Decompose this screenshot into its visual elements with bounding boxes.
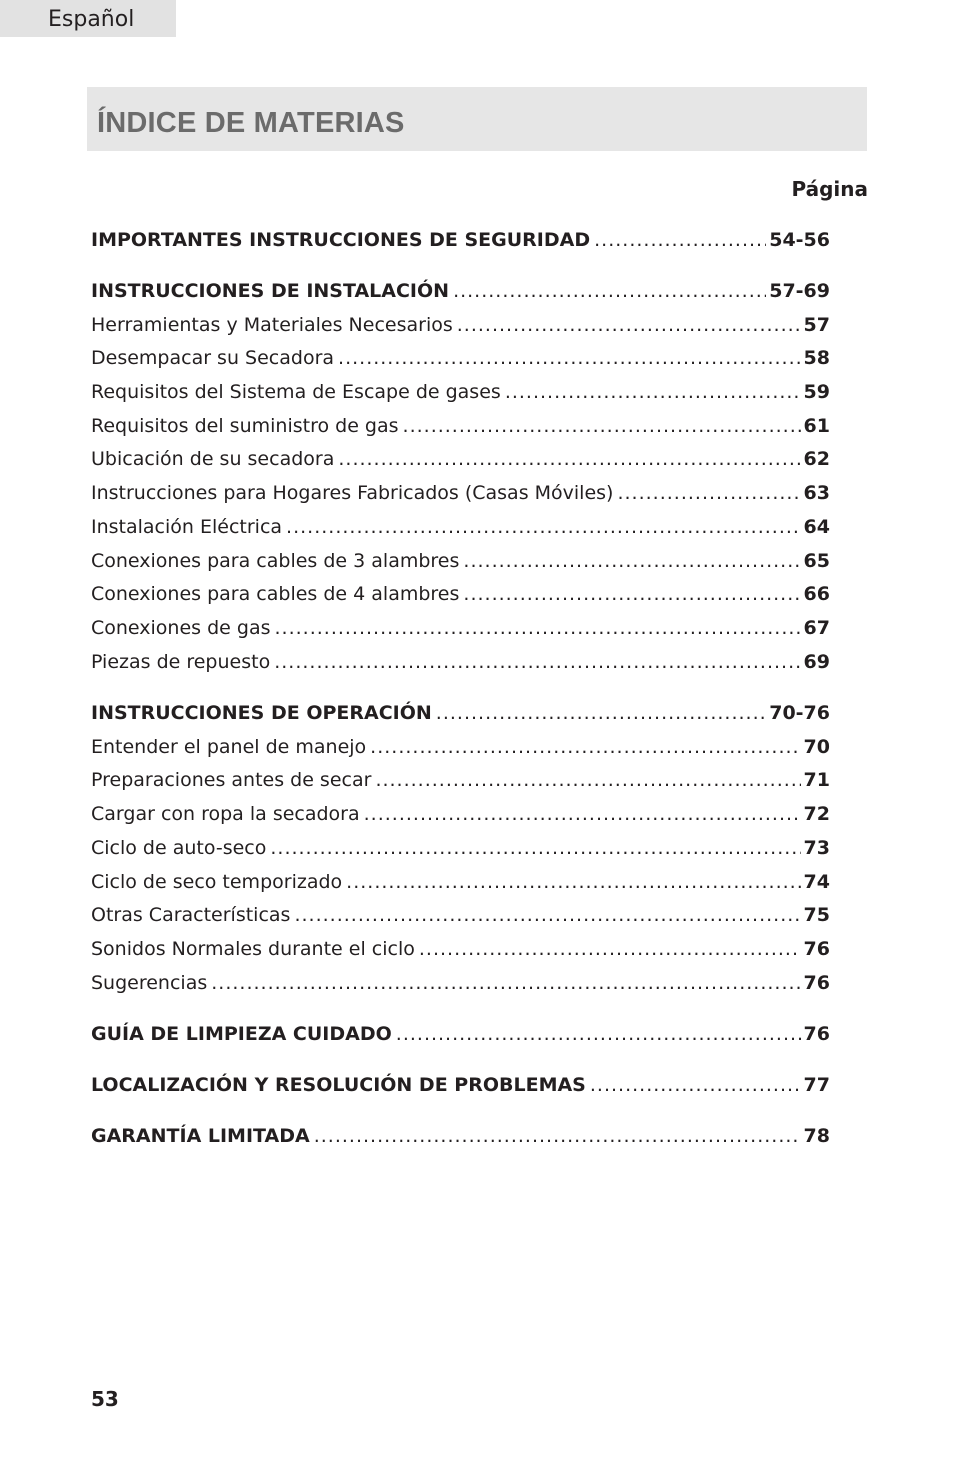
dot-leader: [294, 900, 800, 930]
toc-entry-label: Sugerencias: [91, 972, 208, 994]
toc-entry-page: 76: [803, 972, 830, 994]
toc-entry: [91, 225, 830, 255]
dot-leader: [314, 1121, 801, 1151]
dot-leader: [346, 867, 800, 897]
toc-entry-page: 72: [803, 803, 830, 825]
toc-entry-page: 69: [803, 651, 830, 673]
toc-entry-page: 62: [803, 448, 830, 470]
dot-leader: [463, 579, 800, 609]
toc-entry: [91, 546, 830, 576]
toc-entry-label: Conexiones de gas: [91, 617, 271, 639]
toc-entry: [91, 613, 830, 643]
dot-leader: [453, 276, 766, 306]
toc-entry-page: 65: [803, 550, 830, 572]
dot-leader: [457, 310, 801, 340]
dot-leader: [338, 444, 800, 474]
toc-entry-page: 67: [803, 617, 830, 639]
dot-leader: [286, 512, 801, 542]
page-number: 53: [91, 1387, 119, 1411]
toc-entry: [91, 867, 830, 897]
dot-leader: [419, 934, 801, 964]
toc-entry-label: Ubicación de su secadora: [91, 448, 335, 470]
dot-leader: [463, 546, 800, 576]
toc-entry-page: 76: [803, 938, 830, 960]
toc-entry-label: Requisitos del Sistema de Escape de gases: [91, 381, 501, 403]
toc-entry: [91, 1019, 830, 1049]
toc-entry-label: Sonidos Normales durante el ciclo: [91, 938, 415, 960]
toc-entry: [91, 343, 830, 373]
toc-entry-label: Ciclo de seco temporizado: [91, 871, 343, 893]
toc-entry: [91, 512, 830, 542]
toc-entry-page: 74: [803, 871, 830, 893]
toc-entry: [91, 968, 830, 998]
toc-entry: [91, 411, 830, 441]
toc-entry-label: Cargar con ropa la secadora: [91, 803, 360, 825]
toc-entry-page: 75: [803, 904, 830, 926]
toc-entry-label: Preparaciones antes de secar: [91, 769, 372, 791]
toc-entry-page: 78: [803, 1125, 830, 1147]
toc-entry: [91, 377, 830, 407]
toc-entry-page: 63: [803, 482, 830, 504]
toc-entry-page: 61: [803, 415, 830, 437]
toc-entry-label: Instrucciones para Hogares Fabricados (Casas Móviles): [91, 482, 614, 504]
toc-entry-label: Conexiones para cables de 3 alambres: [91, 550, 460, 572]
toc-entry-label: Piezas de repuesto: [91, 651, 271, 673]
toc-entry: [91, 698, 830, 728]
toc-entry-label: LOCALIZACIÓN Y RESOLUCIÓN DE PROBLEMAS: [91, 1074, 586, 1096]
toc-entry: [91, 765, 830, 795]
toc-entry: [91, 1070, 830, 1100]
toc-entry-label: Desempacar su Secadora: [91, 347, 335, 369]
dot-leader: [364, 799, 801, 829]
toc-entry-label: Instalación Eléctrica: [91, 516, 283, 538]
toc-entry: [91, 732, 830, 762]
toc-entry-page: 70: [803, 736, 830, 758]
toc-entry: [91, 799, 830, 829]
toc-entry-label: Otras Características: [91, 904, 291, 926]
toc-entry-label: Conexiones para cables de 4 alambres: [91, 583, 460, 605]
toc-entry-label: IMPORTANTES INSTRUCCIONES DE SEGURIDAD: [91, 229, 591, 251]
dot-leader: [338, 343, 801, 373]
toc-entry-label: INSTRUCCIONES DE OPERACIÓN: [91, 702, 432, 724]
toc-entry: [91, 647, 830, 677]
toc-entry-page: 73: [803, 837, 830, 859]
dot-leader: [590, 1070, 801, 1100]
toc-entry-page: 59: [803, 381, 830, 403]
toc-entry-page: 70-76: [769, 702, 830, 724]
toc-entry: [91, 310, 830, 340]
toc-entry-label: Ciclo de auto-seco: [91, 837, 267, 859]
toc-entry-page: 54-56: [769, 229, 830, 251]
page-column-header: Página: [791, 177, 868, 201]
language-tab: Español: [0, 0, 176, 37]
toc-entry-page: 58: [803, 347, 830, 369]
toc-entry-page: 71: [803, 769, 830, 791]
toc-entry: [91, 833, 830, 863]
toc-entry: [91, 444, 830, 474]
dot-leader: [211, 968, 800, 998]
toc-entry: [91, 1121, 830, 1151]
toc-entry-label: Herramientas y Materiales Necesarios: [91, 314, 453, 336]
dot-leader: [594, 225, 766, 255]
dot-leader: [396, 1019, 801, 1049]
toc-entry-label: Requisitos del suministro de gas: [91, 415, 399, 437]
toc-entry-page: 66: [803, 583, 830, 605]
toc-entry-page: 76: [803, 1023, 830, 1045]
toc-entry-page: 57-69: [769, 280, 830, 302]
dot-leader: [270, 833, 800, 863]
toc-entry-label: GARANTÍA LIMITADA: [91, 1125, 310, 1147]
dot-leader: [505, 377, 801, 407]
dot-leader: [436, 698, 766, 728]
dot-leader: [617, 478, 800, 508]
title-bar: [87, 87, 867, 151]
toc-entry-label: GUÍA DE LIMPIEZA CUIDADO: [91, 1023, 392, 1045]
toc-entry: [91, 276, 830, 306]
dot-leader: [403, 411, 801, 441]
toc-entry: [91, 934, 830, 964]
toc-entry-label: Entender el panel de manejo: [91, 736, 367, 758]
toc-entry-label: INSTRUCCIONES DE INSTALACIÓN: [91, 280, 450, 302]
toc-entry-page: 57: [803, 314, 830, 336]
dot-leader: [375, 765, 800, 795]
toc-entry-page: 64: [803, 516, 830, 538]
toc-entry: [91, 478, 830, 508]
page-title: ÍNDICE DE MATERIAS: [97, 107, 405, 139]
toc-entry: [91, 579, 830, 609]
dot-leader: [274, 647, 800, 677]
toc-entry: [91, 900, 830, 930]
toc-entry-page: 77: [803, 1074, 830, 1096]
dot-leader: [370, 732, 800, 762]
dot-leader: [275, 613, 801, 643]
